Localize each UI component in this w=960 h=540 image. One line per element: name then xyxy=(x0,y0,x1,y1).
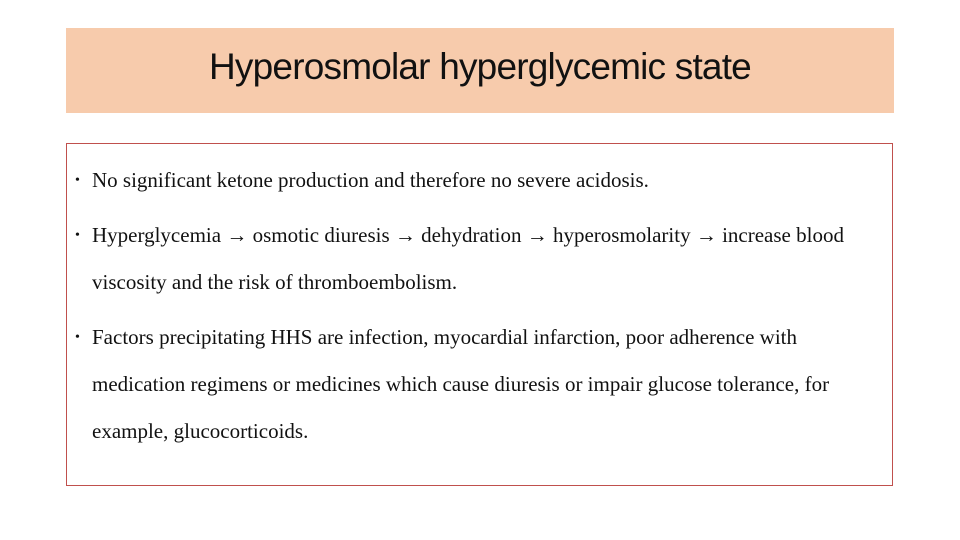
bullet-dot-icon: • xyxy=(75,173,80,188)
bullet-text: No significant ketone production and therefore no severe acidosis. xyxy=(92,168,649,192)
bullet-item xyxy=(67,314,894,455)
content-box xyxy=(66,143,893,486)
bullet-text: Factors precipitating HHS are infection, myocardial infarction, poor adherence with medication regimens or medicines which cause diuresis or impair glucose tolerance, for example, glucocorticoids. xyxy=(92,325,830,443)
bullet-item xyxy=(67,157,894,204)
bullet-list xyxy=(67,157,894,455)
title-band xyxy=(66,28,894,113)
bullet-dot-icon: • xyxy=(75,228,80,243)
bullet-dot-icon: • xyxy=(75,330,80,345)
bullet-item xyxy=(67,212,894,306)
bullet-text: Hyperglycemia → osmotic diuresis → dehydration → hyperosmolarity → increase blood viscosity and the risk of thromboembolism. xyxy=(92,223,844,294)
slide-title: Hyperosmolar hyperglycemic state xyxy=(209,45,751,87)
